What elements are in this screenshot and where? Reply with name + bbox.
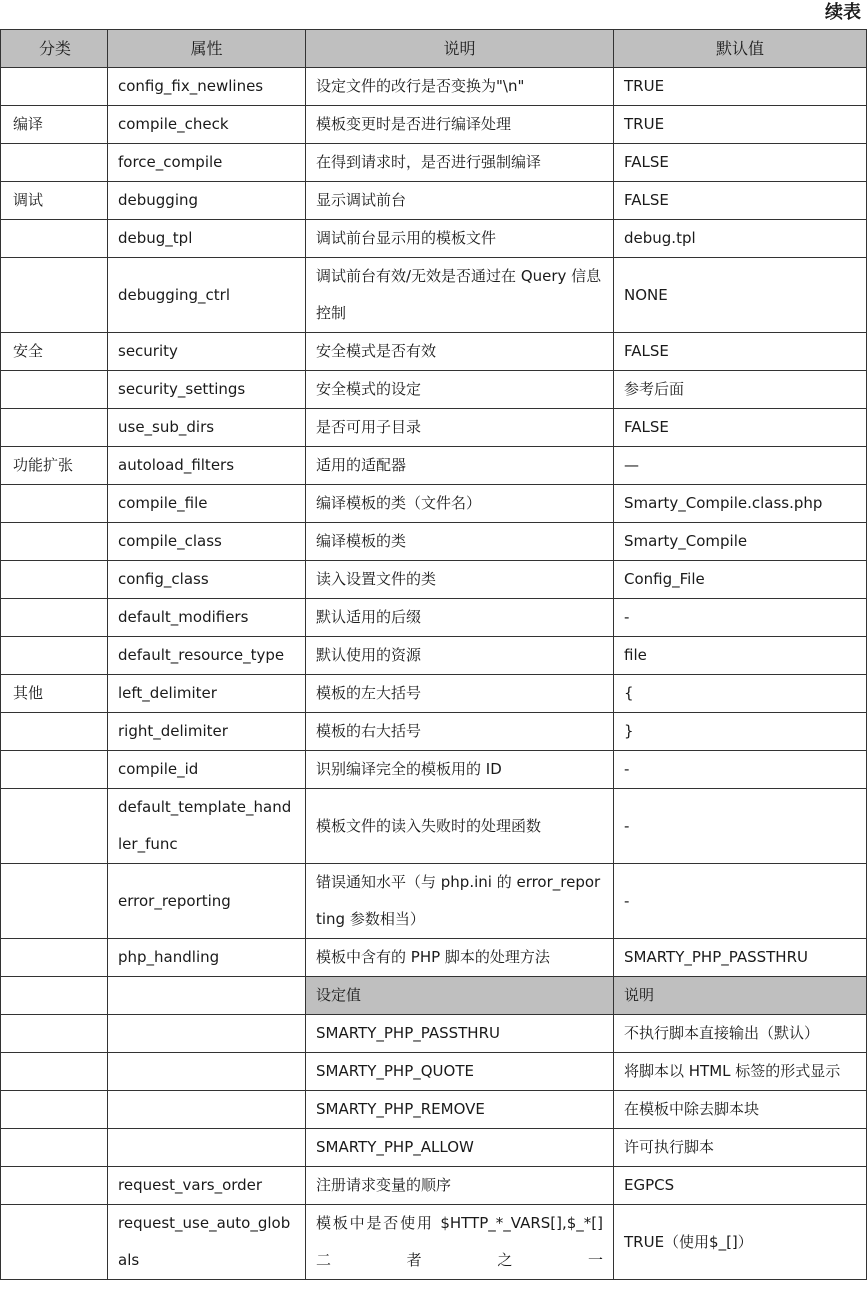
table-row: [1, 106, 867, 144]
property-cell: default_modifiers: [108, 599, 306, 637]
category-cell: [1, 789, 108, 864]
property-cell: compile_class: [108, 523, 306, 561]
header-category: 分类: [1, 30, 108, 68]
sub-header-value: 设定值: [306, 977, 614, 1015]
table-continued-caption: 续表: [825, 2, 861, 23]
default-cell: FALSE: [614, 409, 867, 447]
category-cell: [1, 751, 108, 789]
description-cell: 设定文件的改行是否变换为"\n": [306, 68, 614, 106]
category-cell: [1, 409, 108, 447]
table-row: [1, 333, 867, 371]
table-row: [1, 144, 867, 182]
description-cell: 模板中含有的 PHP 脚本的处理方法: [306, 939, 614, 977]
category-cell: [1, 1205, 108, 1280]
description-cell: 调试前台显示用的模板文件: [306, 220, 614, 258]
property-cell: compile_file: [108, 485, 306, 523]
sub-table-row: [1, 1091, 867, 1129]
table-row: [1, 258, 867, 333]
category-cell: [1, 599, 108, 637]
category-cell: 安全: [1, 333, 108, 371]
setting-desc-cell: 不执行脚本直接输出（默认）: [614, 1015, 867, 1053]
default-cell: Smarty_Compile: [614, 523, 867, 561]
sub-table-row: [1, 1053, 867, 1091]
default-cell: Smarty_Compile.class.php: [614, 485, 867, 523]
default-cell: {: [614, 675, 867, 713]
default-cell: EGPCS: [614, 1167, 867, 1205]
table-row: [1, 220, 867, 258]
property-cell: compile_id: [108, 751, 306, 789]
description-cell: 模板文件的读入失败时的处理函数: [306, 789, 614, 864]
category-cell: [1, 561, 108, 599]
table-row: [1, 864, 867, 939]
setting-value-cell: SMARTY_PHP_REMOVE: [306, 1091, 614, 1129]
property-cell: default_resource_type: [108, 637, 306, 675]
default-cell: -: [614, 751, 867, 789]
property-cell: config_fix_newlines: [108, 68, 306, 106]
description-cell: 是否可用子目录: [306, 409, 614, 447]
header-property: 属性: [108, 30, 306, 68]
category-cell: 编译: [1, 106, 108, 144]
description-cell: 读入设置文件的类: [306, 561, 614, 599]
description-cell: 注册请求变量的顺序: [306, 1167, 614, 1205]
setting-desc-cell: 在模板中除去脚本块: [614, 1091, 867, 1129]
empty-cell: [1, 1129, 108, 1167]
description-cell: 识别编译完全的模板用的 ID: [306, 751, 614, 789]
table-row: [1, 789, 867, 864]
table-row: [1, 637, 867, 675]
default-cell: -: [614, 864, 867, 939]
default-cell: SMARTY_PHP_PASSTHRU: [614, 939, 867, 977]
category-cell: [1, 523, 108, 561]
category-cell: 调试: [1, 182, 108, 220]
property-cell: debug_tpl: [108, 220, 306, 258]
category-cell: 其他: [1, 675, 108, 713]
default-cell: —: [614, 447, 867, 485]
category-cell: [1, 485, 108, 523]
property-cell: request_vars_order: [108, 1167, 306, 1205]
category-cell: [1, 637, 108, 675]
default-cell: debug.tpl: [614, 220, 867, 258]
property-cell: security: [108, 333, 306, 371]
default-cell: TRUE（使用$_[]）: [614, 1205, 867, 1280]
empty-cell: [108, 1053, 306, 1091]
description-cell: 默认适用的后缀: [306, 599, 614, 637]
property-cell: php_handling: [108, 939, 306, 977]
setting-value-cell: SMARTY_PHP_QUOTE: [306, 1053, 614, 1091]
property-cell: use_sub_dirs: [108, 409, 306, 447]
default-cell: file: [614, 637, 867, 675]
sub-header-desc: 说明: [614, 977, 867, 1015]
description-cell: 安全模式是否有效: [306, 333, 614, 371]
property-cell: request_use_auto_globals: [108, 1205, 306, 1280]
table-row: [1, 751, 867, 789]
empty-cell: [108, 977, 306, 1015]
description-cell: 安全模式的设定: [306, 371, 614, 409]
table-row: [1, 599, 867, 637]
table-row: [1, 409, 867, 447]
description-cell: 在得到请求时，是否进行强制编译: [306, 144, 614, 182]
description-cell: 编译模板的类: [306, 523, 614, 561]
description-cell: 编译模板的类（文件名）: [306, 485, 614, 523]
default-cell: -: [614, 599, 867, 637]
description-cell: 错误通知水平（与 php.ini 的 error_reporting 参数相当）: [306, 864, 614, 939]
sub-table-row: [1, 1015, 867, 1053]
category-cell: [1, 144, 108, 182]
default-cell: NONE: [614, 258, 867, 333]
category-cell: [1, 258, 108, 333]
setting-desc-cell: 将脚本以 HTML 标签的形式显示: [614, 1053, 867, 1091]
property-cell: error_reporting: [108, 864, 306, 939]
category-cell: [1, 864, 108, 939]
table-header-row: [1, 30, 867, 68]
table-row: [1, 68, 867, 106]
description-cell: 模板中是否使用 $HTTP_*_VARS[],$_*[]二者之一: [306, 1205, 614, 1280]
setting-value-cell: SMARTY_PHP_ALLOW: [306, 1129, 614, 1167]
table-row: [1, 939, 867, 977]
table-row: [1, 182, 867, 220]
category-cell: [1, 713, 108, 751]
empty-cell: [1, 1091, 108, 1129]
description-cell: 模板的右大括号: [306, 713, 614, 751]
property-cell: security_settings: [108, 371, 306, 409]
description-cell: 模板变更时是否进行编译处理: [306, 106, 614, 144]
empty-cell: [108, 1129, 306, 1167]
header-default: 默认值: [614, 30, 867, 68]
setting-desc-cell: 许可执行脚本: [614, 1129, 867, 1167]
setting-value-cell: SMARTY_PHP_PASSTHRU: [306, 1015, 614, 1053]
empty-cell: [1, 1053, 108, 1091]
sub-header-row: [1, 977, 867, 1015]
default-cell: }: [614, 713, 867, 751]
category-cell: [1, 68, 108, 106]
empty-cell: [108, 1015, 306, 1053]
property-cell: left_delimiter: [108, 675, 306, 713]
description-cell: 默认使用的资源: [306, 637, 614, 675]
sub-table-row: [1, 1129, 867, 1167]
description-cell: 调试前台有效/无效是否通过在 Query 信息控制: [306, 258, 614, 333]
empty-cell: [1, 1015, 108, 1053]
smarty-properties-table: [0, 29, 867, 1280]
table-row: [1, 447, 867, 485]
property-cell: debugging: [108, 182, 306, 220]
category-cell: [1, 939, 108, 977]
default-cell: -: [614, 789, 867, 864]
default-cell: TRUE: [614, 68, 867, 106]
table-row: [1, 713, 867, 751]
property-cell: right_delimiter: [108, 713, 306, 751]
category-cell: [1, 1167, 108, 1205]
default-cell: 参考后面: [614, 371, 867, 409]
table-row: [1, 1205, 867, 1280]
property-cell: config_class: [108, 561, 306, 599]
default-cell: FALSE: [614, 182, 867, 220]
category-cell: [1, 371, 108, 409]
property-cell: autoload_filters: [108, 447, 306, 485]
empty-cell: [108, 1091, 306, 1129]
table-row: [1, 371, 867, 409]
default-cell: Config_File: [614, 561, 867, 599]
property-cell: default_template_handler_func: [108, 789, 306, 864]
table-row: [1, 485, 867, 523]
description-cell: 模板的左大括号: [306, 675, 614, 713]
empty-cell: [1, 977, 108, 1015]
property-cell: debugging_ctrl: [108, 258, 306, 333]
header-description: 说明: [306, 30, 614, 68]
description-cell: 显示调试前台: [306, 182, 614, 220]
table-row: [1, 561, 867, 599]
default-cell: FALSE: [614, 144, 867, 182]
default-cell: FALSE: [614, 333, 867, 371]
property-cell: force_compile: [108, 144, 306, 182]
table-row: [1, 1167, 867, 1205]
category-cell: 功能扩张: [1, 447, 108, 485]
table-row: [1, 523, 867, 561]
description-cell: 适用的适配器: [306, 447, 614, 485]
default-cell: TRUE: [614, 106, 867, 144]
table-row: [1, 675, 867, 713]
category-cell: [1, 220, 108, 258]
property-cell: compile_check: [108, 106, 306, 144]
